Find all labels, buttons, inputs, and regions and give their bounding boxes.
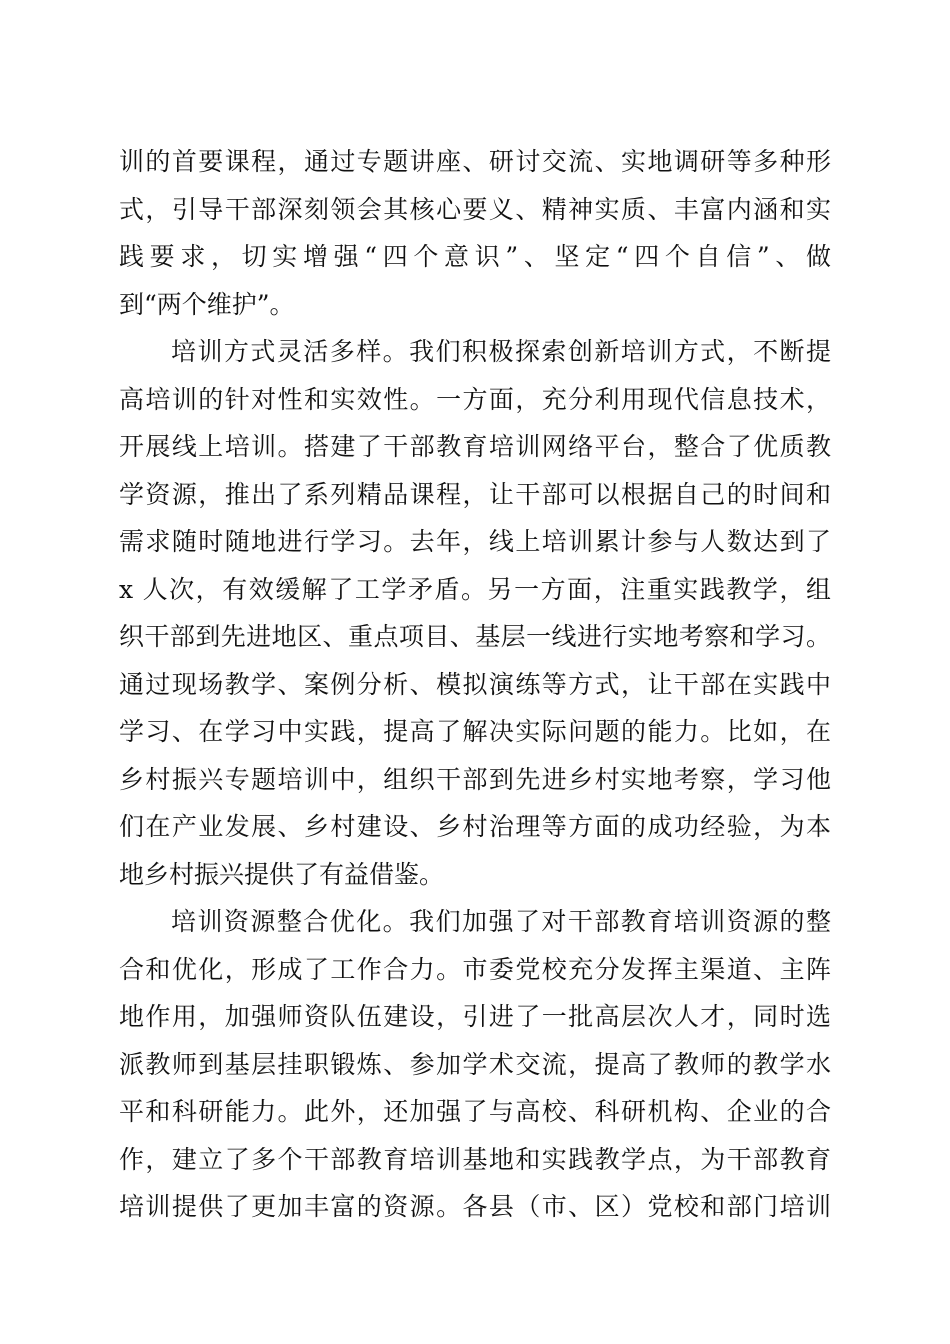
text-line: 地作用，加强师资队伍建设，引进了一批高层次人才，同时选	[119, 1002, 831, 1031]
text-line: 学习、在学习中实践，提高了解决实际问题的能力。比如，在	[119, 717, 831, 746]
text-line: 培训方式灵活多样。我们积极探索创新培训方式，不断提	[171, 337, 831, 366]
text-line: 践要求，切实增强“四个意识”、坚定“四个自信”、做	[119, 242, 831, 271]
text-line: 通过现场教学、案例分析、模拟演练等方式，让干部在实践中	[119, 669, 831, 699]
text-line: 到“两个维护”。	[119, 289, 295, 319]
paragraph-theory-training	[119, 138, 831, 328]
text-line: 式，引导干部深刻领会其核心要义、精神实质、丰富内涵和实	[119, 194, 831, 224]
text-line: 作，建立了多个干部教育培训基地和实践教学点，为干部教育	[119, 1144, 831, 1174]
text-line: 织干部到先进地区、重点项目、基层一线进行实地考察和学习。	[119, 622, 831, 651]
text-line: x 人次，有效缓解了工学矛盾。另一方面，注重实践教学，组	[119, 574, 831, 604]
text-line: 乡村振兴专题培训中，组织干部到先进乡村实地考察，学习他	[119, 764, 831, 794]
text-line: 派教师到基层挂职锻炼、参加学术交流，提高了教师的教学水	[119, 1049, 831, 1079]
text-line: 们在产业发展、乡村建设、乡村治理等方面的成功经验，为本	[119, 812, 831, 841]
paragraph-training-methods	[119, 328, 831, 898]
text-line: 培训资源整合优化。我们加强了对干部教育培训资源的整	[171, 907, 831, 936]
text-line: 平和科研能力。此外，还加强了与高校、科研机构、企业的合	[119, 1097, 831, 1126]
text-line: 地乡村振兴提供了有益借鉴。	[119, 859, 445, 889]
text-line: 合和优化，形成了工作合力。市委党校充分发挥主渠道、主阵	[119, 954, 831, 984]
text-line: 学资源，推出了系列精品课程，让干部可以根据自己的时间和	[119, 479, 831, 509]
text-line: 需求随时随地进行学习。去年，线上培训累计参与人数达到了	[119, 527, 831, 556]
paragraph-training-resources	[119, 898, 831, 1231]
text-line: 开展线上培训。搭建了干部教育培训网络平台，整合了优质教	[119, 432, 831, 461]
text-line: 高培训的针对性和实效性。一方面，充分利用现代信息技术，	[119, 384, 831, 414]
text-line: 训的首要课程，通过专题讲座、研讨交流、实地调研等多种形	[119, 147, 831, 176]
text-line: 培训提供了更加丰富的资源。各县（市、区）党校和部门培训	[119, 1192, 831, 1221]
document-body	[119, 138, 831, 1231]
